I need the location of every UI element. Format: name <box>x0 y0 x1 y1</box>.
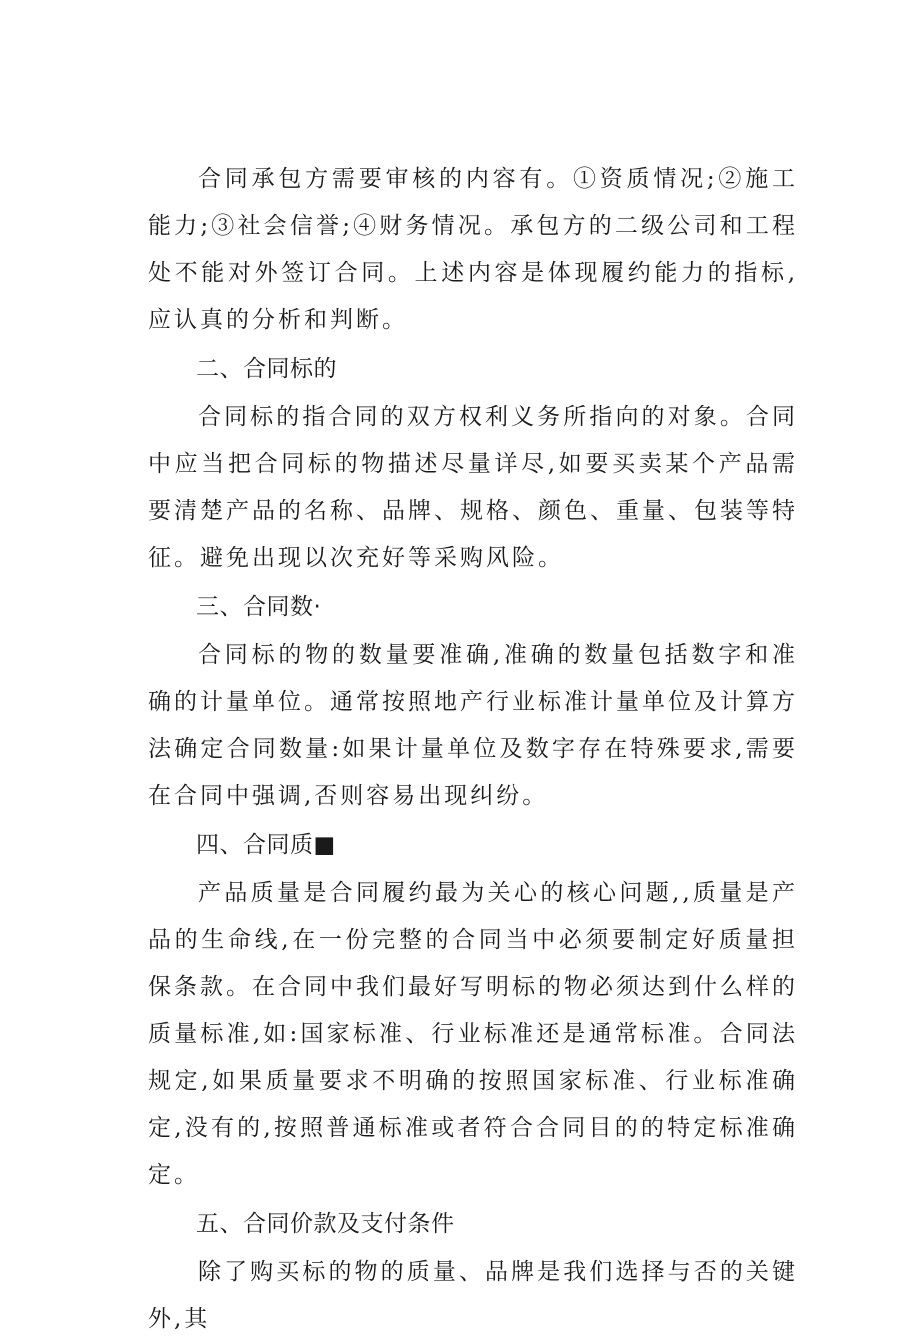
heading-contract-quantity: 三、合同数· <box>196 594 322 620</box>
document-page <box>148 156 798 1343</box>
paragraph-contract-quantity: 合同标的物的数量要准确,准确的数量包括数字和准确的计量单位。通常按照地产行业标准计量单位及计算方法确定合同数量:如果计量单位及数字存在特殊要求,需要在合同中强调,否则容易出现纠纷。 <box>148 642 798 809</box>
paragraph-contract-quality: 产品质量是合同履约最为关心的核心问题,,质量是产品的生命线,在一份完整的合同当中必须要制定好质量担保条款。在合同中我们最好写明标的物必须达到什么样的质量标准,如:国家标准、行业标准还是通常标准。合同法规定,如果质量要求不明确的按照国家标准、行业标准确定,没有的,按照普通标准或者符合合同目的的特定标准确定。 <box>148 880 798 1188</box>
paragraph-price-payment: 除了购买标的物的质量、品牌是我们选择与否的关键外,其 <box>148 1259 798 1332</box>
heading-contract-quality: 四、合同质■ <box>196 832 336 858</box>
paragraph-contract-subject: 合同标的指合同的双方权利义务所指向的对象。合同中应当把合同标的物描述尽量详尽,如要买卖某个产品需要清楚产品的名称、品牌、规格、颜色、重量、包装等特征。避免出现以次充好等采购风险。 <box>148 404 798 571</box>
paragraph-contractor-review: 合同承包方需要审核的内容有。①资质情况;②施工能力;③社会信誉;④财务情况。承包方的二级公司和工程处不能对外签订合同。上述内容是体现履约能力的指标,应认真的分析和判断。 <box>148 166 798 333</box>
heading-price-payment: 五、合同价款及支付条件 <box>196 1211 455 1237</box>
heading-contract-subject: 二、合同标的 <box>196 356 337 382</box>
